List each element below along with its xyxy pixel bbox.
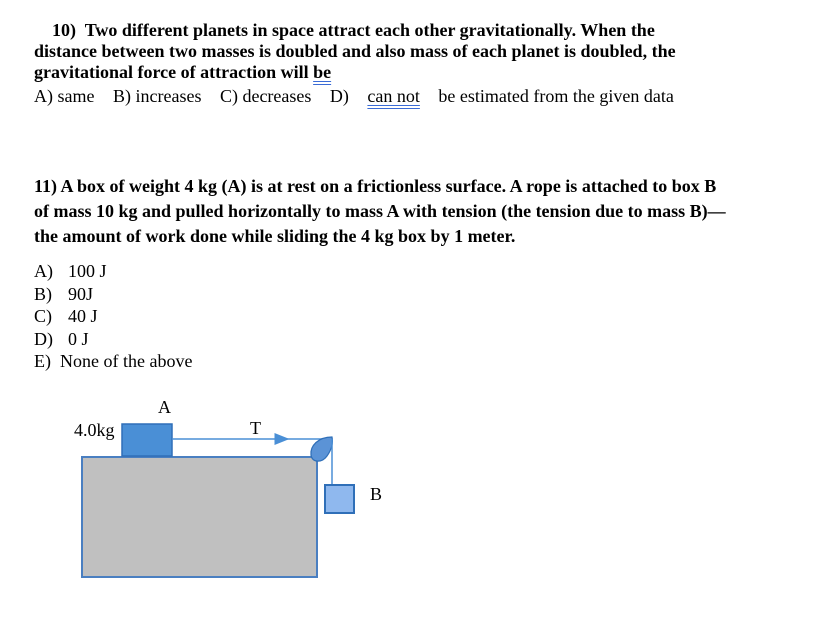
question-10-number: 10) — [52, 20, 76, 40]
label-a: A — [158, 397, 171, 417]
option-d: D) can not be estimated from the given data — [329, 86, 674, 106]
label-b: B — [370, 484, 383, 504]
option-d: D) 0 J — [34, 328, 89, 349]
question-10-line2: distance between two masses is doubled and also mass of each planet is doubled, the — [34, 41, 676, 61]
label-tension: T — [250, 418, 261, 438]
question-11-line1: 11) A box of weight 4 kg (A) is at rest on a frictionless surface. A rope is attached to box B — [34, 176, 717, 196]
option-b: B) increases — [112, 86, 202, 106]
question-11-line3: the amount of work done while sliding the 4 kg box by 1 meter. — [34, 226, 516, 246]
label-mass: 4.0kg — [74, 420, 115, 440]
option-c: C) decreases — [219, 86, 312, 106]
spellcheck-mark-cannot: can not — [367, 86, 420, 106]
option-a: A) 100 J — [34, 261, 107, 281]
option-b: B) 90J — [34, 283, 94, 304]
spellcheck-mark-be: be — [313, 62, 332, 82]
option-e: E) None of the above — [34, 351, 193, 371]
pulley-icon — [311, 437, 332, 461]
question-10-line3: gravitational force of attraction will — [34, 62, 314, 82]
option-a: A) same — [34, 86, 95, 106]
box-b — [325, 485, 354, 513]
option-c: C) 40 J — [34, 306, 98, 326]
question-11-line2: of mass 10 kg and pulled horizontally to mass A with tension (the tension due to mass B)— — [34, 201, 726, 221]
box-a — [122, 424, 172, 456]
question-10-line1: Two different planets in space attract each other gravitationally. When the — [84, 20, 655, 40]
table-surface — [82, 457, 317, 577]
